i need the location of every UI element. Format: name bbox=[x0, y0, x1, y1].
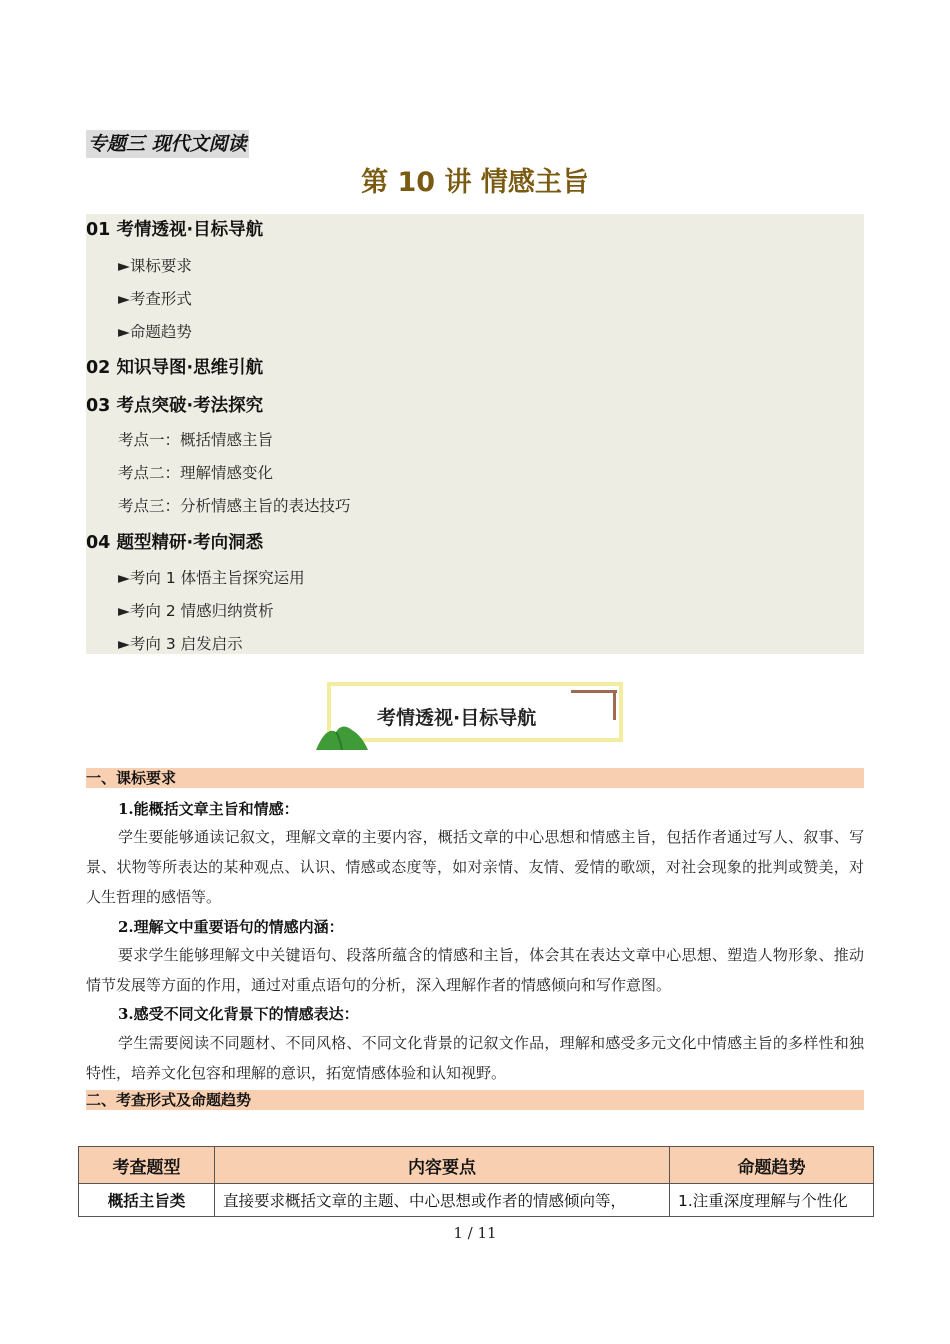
table-cell: 直接要求概括文章的主题、中心思想或作者的情感倾向等， bbox=[215, 1184, 670, 1217]
column-header: 内容要点 bbox=[215, 1147, 670, 1184]
banner-label: 考情透视·目标导航 bbox=[377, 707, 537, 729]
column-header: 考查题型 bbox=[79, 1147, 215, 1184]
toc-item[interactable]: 考点三：分析情感主旨的表达技巧 bbox=[118, 497, 351, 515]
toc-item[interactable]: ►考查形式 bbox=[118, 290, 192, 308]
table-of-contents bbox=[86, 214, 864, 654]
table-cell: 1.注重深度理解与个性化 bbox=[670, 1184, 874, 1217]
exam-format-table bbox=[78, 1146, 874, 1217]
toc-item[interactable]: ►考向 1 体悟主旨探究运用 bbox=[118, 569, 305, 587]
section-banner bbox=[327, 682, 623, 742]
point-title-1: 1.能概括文章主旨和情感： bbox=[118, 800, 299, 818]
toc-item[interactable]: ►课标要求 bbox=[118, 257, 192, 275]
point-title-3: 3.感受不同文化背景下的情感表达： bbox=[118, 1005, 359, 1023]
hill-icon bbox=[316, 722, 368, 750]
point-text-1: 学生要能够通读记叙文，理解文章的主要内容，概括文章的中心思想和情感主旨，包括作者通过写人、叙事、写景、状物等所表达的某种观点、认识、情感或态度等，如对亲情、友情、爱情的歌颂，对社会现象的批判或赞美，对人生哲理的感悟等。 bbox=[86, 828, 864, 906]
toc-item[interactable]: ►考向 3 启发启示 bbox=[118, 635, 243, 653]
point-text-2: 要求学生能够理解文中关键语句、段落所蕴含的情感和主旨，体会其在表达文章中心思想、塑造人物形象、推动情节发展等方面的作用，通过对重点语句的分析，深入理解作者的情感倾向和写作意图。 bbox=[86, 946, 864, 994]
series-title: 专题三 现代文阅读 bbox=[86, 130, 249, 158]
toc-item[interactable]: ►考向 2 情感归纳赏析 bbox=[118, 602, 274, 620]
toc-section-3[interactable]: 03 考点突破·考法探究 bbox=[86, 396, 264, 416]
toc-section-4[interactable]: 04 题型精研·考向洞悉 bbox=[86, 533, 264, 553]
point-title-2: 2.理解文中重要语句的情感内涵： bbox=[118, 918, 344, 936]
lesson-title: 第 10 讲 情感主旨 bbox=[361, 167, 589, 198]
toc-section-2[interactable]: 02 知识导图·思维引航 bbox=[86, 358, 264, 378]
toc-item[interactable]: 考点一：概括情感主旨 bbox=[118, 431, 274, 449]
point-text-3: 学生需要阅读不同题材、不同风格、不同文化背景的记叙文作品，理解和感受多元文化中情感主旨的多样性和独特性，培养文化包容和理解的意识，拓宽情感体验和认知视野。 bbox=[86, 1034, 864, 1082]
table-header-row bbox=[79, 1147, 874, 1184]
banner-corner-decoration bbox=[613, 690, 616, 720]
section-heading-2: 二、考查形式及命题趋势 bbox=[86, 1090, 864, 1110]
toc-item[interactable]: ►命题趋势 bbox=[118, 323, 192, 341]
banner-corner-decoration bbox=[571, 690, 617, 693]
section-heading-1: 一、课标要求 bbox=[86, 768, 864, 788]
table-cell: 概括主旨类 bbox=[79, 1184, 215, 1217]
page-number: 1 / 11 bbox=[453, 1224, 497, 1242]
column-header: 命题趋势 bbox=[670, 1147, 874, 1184]
toc-item[interactable]: 考点二：理解情感变化 bbox=[118, 464, 274, 482]
toc-section-1[interactable]: 01 考情透视·目标导航 bbox=[86, 220, 264, 240]
table-row bbox=[79, 1184, 874, 1217]
